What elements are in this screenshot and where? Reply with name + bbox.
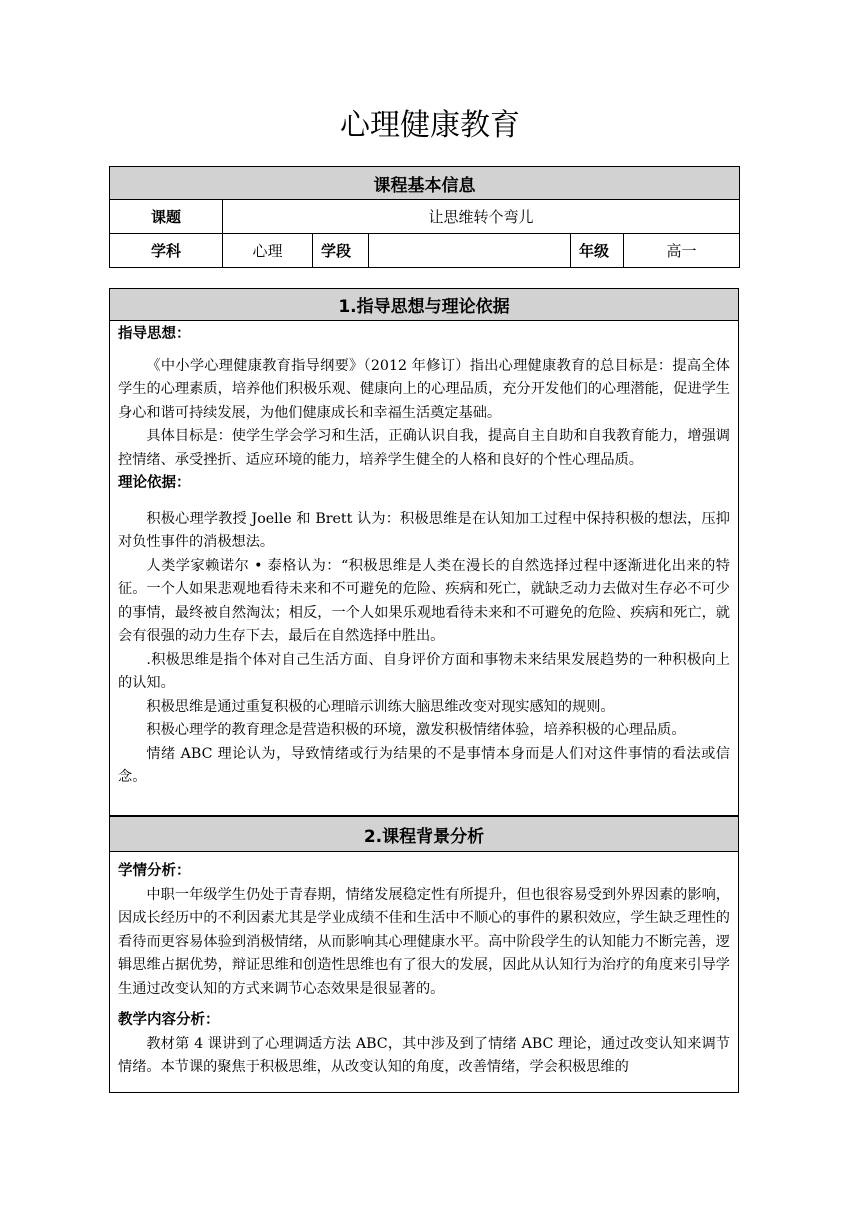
guide-label: 指导思想：: [118, 326, 191, 342]
theory-paragraph: 积极思维是通过重复积极的心理暗示训练大脑思维改变对现实感知的规则。: [146, 698, 615, 715]
content-analysis-label: 教学内容分析：: [118, 1012, 220, 1028]
theory-paragraph: 情绪 ABC 理论认为，导致情绪或行为结果的不是事情本身而是人们对这件事情的看法或信念。: [118, 745, 730, 785]
theory-paragraph: 积极心理学的教育理念是营造积极的环境，激发积极情绪体验，培养积极的心理品质。: [146, 722, 686, 738]
grade-label: 年级: [571, 234, 624, 268]
subject-value: 心理: [223, 234, 313, 268]
student-analysis-paragraph: 中职一年级学生仍处于青春期，情绪发展稳定性有所提升，但也很容易受到外界因素的影响，因成长经历中的不利因素尤其是学业成绩不佳和生活中不顺心的事件的累积效应，学生缺乏理性的看待而更容易体验到消极情绪，从而影响其心理健康水平。高中阶段学生的认知能力不断完善，逻辑思维占据优势，辩证思维和创造性思维也有了很大的发展，因此从认知行为治疗的角度来引导学生通过改变认知的方式来调节心态效果是很显著的。: [118, 886, 730, 997]
document-title: 心理健康教育: [340, 108, 520, 143]
guide-paragraph: 《中小学心理健康教育指导纲要》（2012 年修订）指出心理健康教育的总目标是：提高全体学生的心理素质，培养他们积极乐观、健康向上的心理品质，充分开发他们的心理潜能，促进学生身心和谐可持续发展，为他们健康成长和幸福生活奠定基础。: [118, 357, 730, 421]
stage-value: [369, 234, 571, 268]
course-info-header: 课程基本信息: [110, 167, 740, 200]
section2-header: 2.课程背景分析: [110, 817, 739, 852]
topic-label: 课题: [110, 200, 223, 234]
subject-label: 学科: [110, 234, 223, 268]
guiding-theory-section: [109, 288, 739, 816]
theory-paragraph: 人类学家赖诺尔 • 泰格认为：“积极思维是人类在漫长的自然选择过程中逐渐进化出来的特征。一个人如果悲观地看待未来和不可避免的危险、疾病和死亡，就缺乏动力去做对生存必不可少的事情，最终被自然淘汰；相反，一个人如果乐观地看待未来和不可避免的危险、疾病和死亡，就会有很强的动力生存下去，最后在自然选择中胜出。: [118, 557, 730, 644]
stage-label: 学段: [313, 234, 369, 268]
guide-paragraph: 具体目标是：使学生学会学习和生活，正确认识自我，提高自主自助和自我教育能力，增强调控情绪、承受挫折、适应环境的能力，培养学生健全的人格和良好的个性心理品质。: [118, 428, 730, 468]
theory-paragraph: 积极心理学教授 Joelle 和 Brett 认为：积极思维是在认知加工过程中保持积极的想法，压抑对负性事件的消极想法。: [118, 510, 730, 550]
grade-value: 高一: [624, 234, 740, 268]
theory-label: 理论依据：: [118, 475, 191, 491]
theory-paragraph: .积极思维是指个体对自己生活方面、自身评价方面和事物未来结果发展趋势的一种积极向上的认知。: [118, 651, 730, 691]
student-analysis-label: 学情分析：: [118, 863, 191, 879]
topic-value: 让思维转个弯儿: [223, 200, 740, 234]
content-analysis-paragraph: 教材第 4 课讲到了心理调适方法 ABC，其中涉及到了情绪 ABC 理论，通过改变认知来调节情绪。本节课的聚焦于积极思维，从改变认知的角度，改善情绪，学会积极思维的: [118, 1035, 730, 1075]
background-analysis-section: [109, 816, 739, 1093]
section1-header: 1.指导思想与理论依据: [110, 289, 739, 321]
course-info-table: [109, 166, 740, 268]
